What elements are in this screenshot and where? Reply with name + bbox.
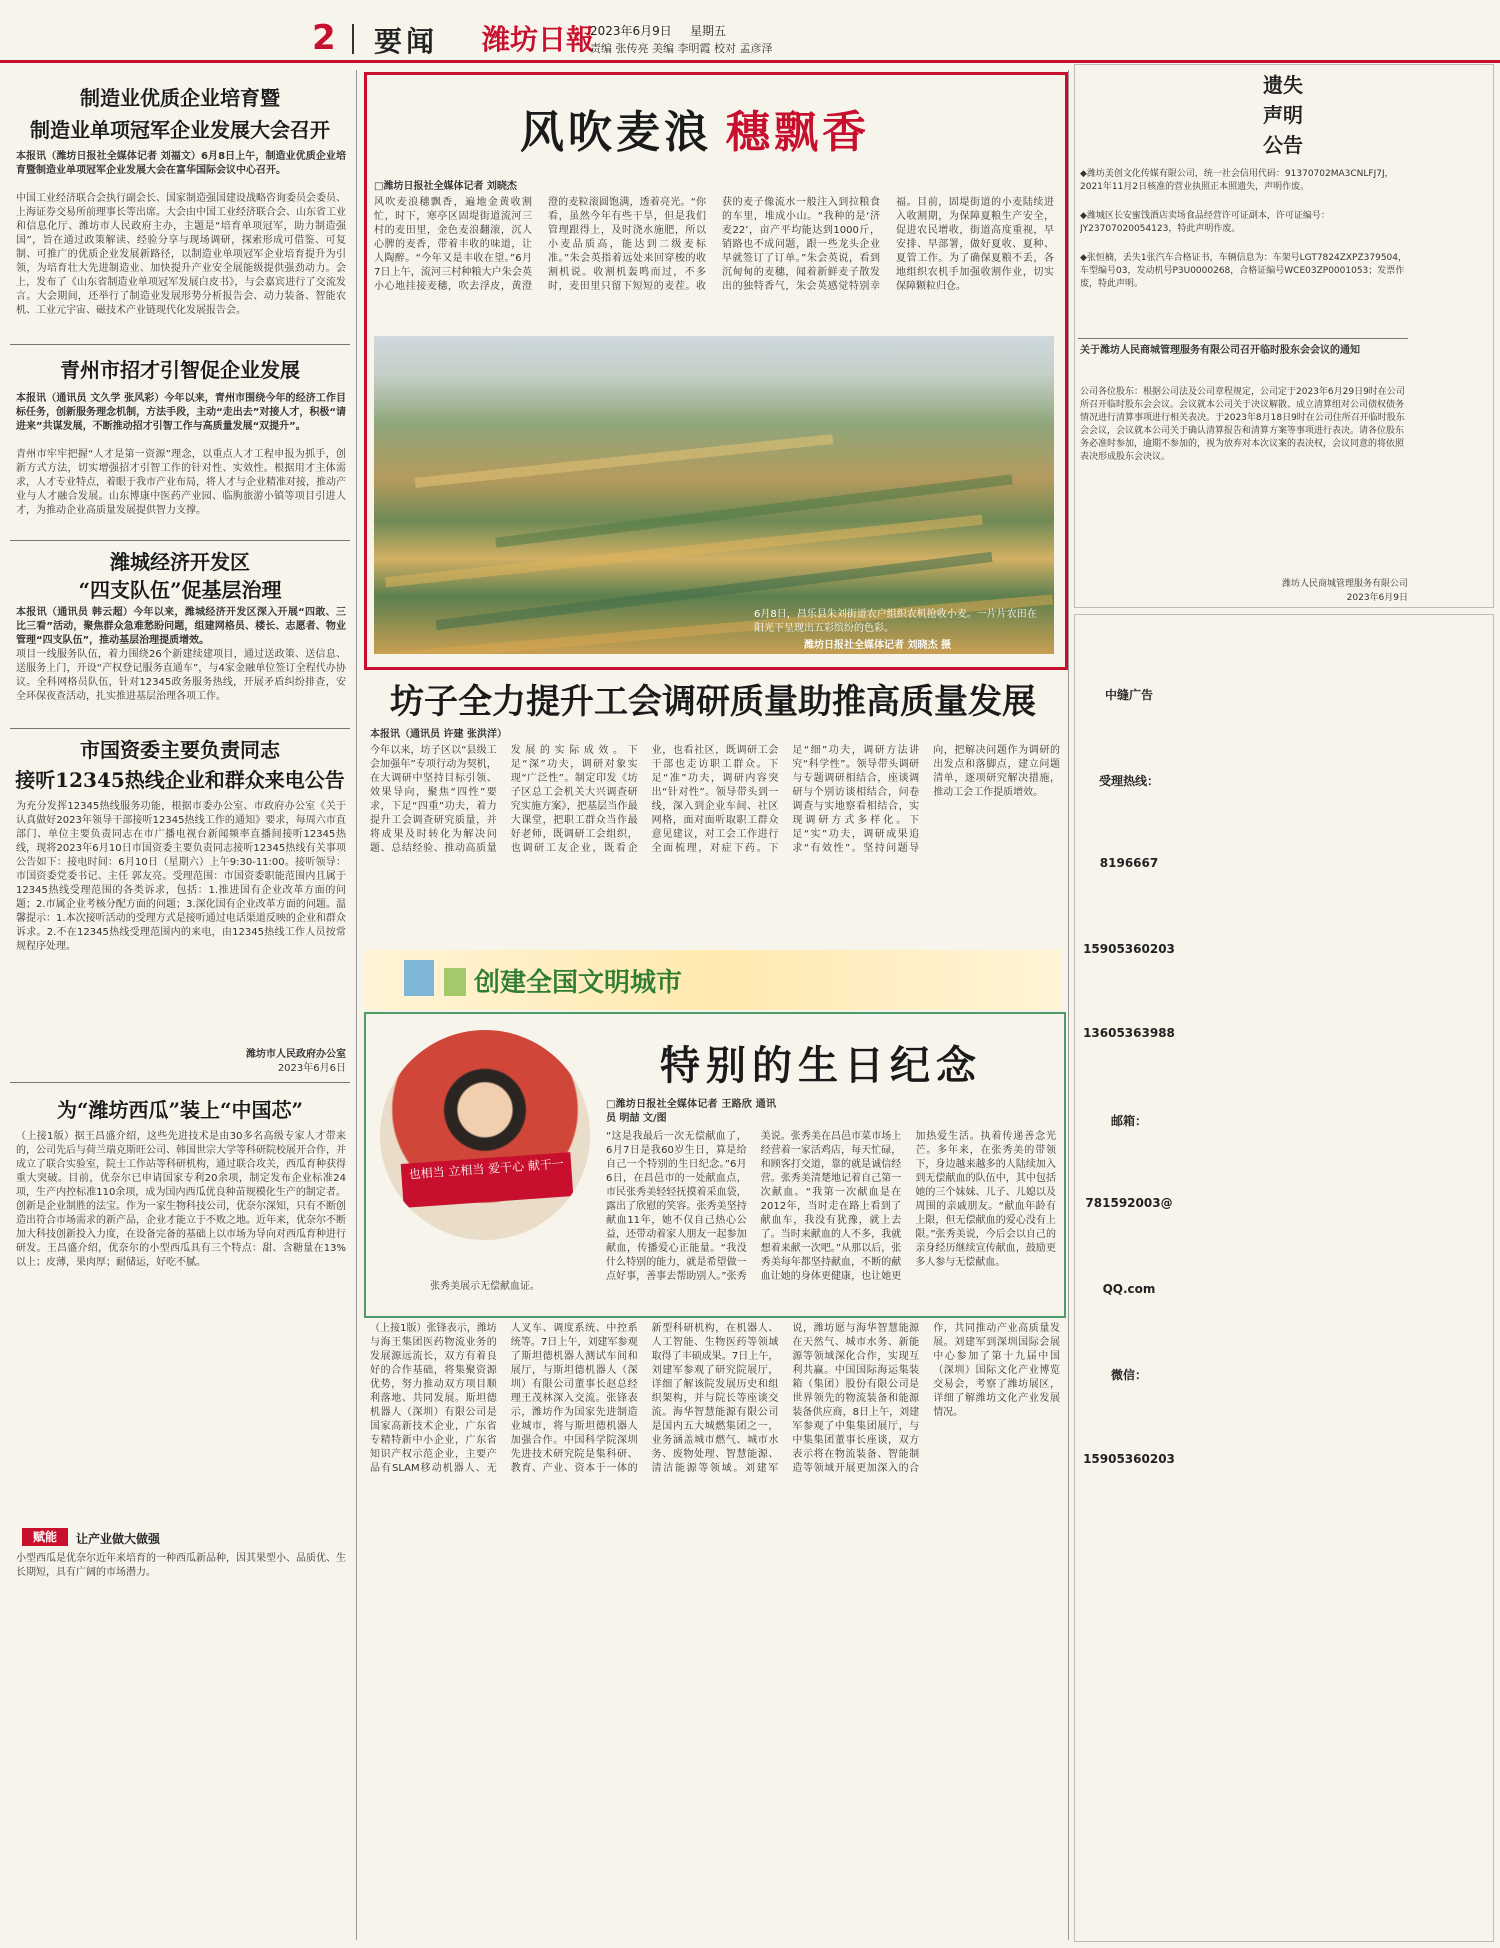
divider (10, 344, 350, 345)
meeting-notice-date: 2023年6月9日 (1346, 593, 1408, 603)
article-4-body: 为充分发挥12345热线服务功能，根据市委办公室、市政府办公室《关于认真做好2023年领导干部接听12345热线工作的通知》要求，每周六市直部门、单位主要负责同志在市广播电视台新闻频率直播间接听12345热线，现将2023年6月10日市国资委主要负责同志接听12345热线有关事项公告如下：接电时间：6月10日（星期六）上午9:30-11:00。接听领导：市国资委党委书记、主任 郭友亮。受理范围：市国资委职能范围内且属于12345热线受理范围的各类诉求，包括：1.推进国有企业改革方面的问题；2.市属企业考核分配方面的问题；3.深化国有企业改革方面的问题。温馨提示：1.本次接听活动的受理方式是接听通过电话渠道反映的企业和群众诉求。2.不在12345热线受理范围内的来电，由12345热线工作人员按常规程序处理。 (16, 801, 346, 952)
article-3-lead: 本报讯（通讯员 韩云超）今年以来，潍城经济开发区深入开展“四敢、三比三看”活动，聚焦群众急难愁盼问题，组建网格员、楼长、志愿者、物业管理“四支队伍”，推动基层治理提质增效。 (16, 607, 346, 646)
header-separator (352, 24, 354, 54)
wheat-field-photo (374, 336, 1054, 654)
wechat-id: 15905360203 (1083, 1452, 1175, 1466)
divider (10, 540, 350, 541)
photo-credit: 潍坊日报社全媒体记者 刘晓杰 摄 (804, 640, 951, 651)
continued-article-body: （上接1版）张锋表示，潍坊与海王集团医药物流业务的发展源远流长，双方有着良好的合作基础，将集聚资源优势，努力推动双方项目顺利落地、共同发展。斯坦德机器人（深圳）有限公司是国家高新技术企业，广东省专精特新中小企业，广东省知识产权示范企业，主要产品有SLAM移动机器人、无人叉车、调度系统、中控系统等。7日上午，刘建军参观了斯坦德机器人测试车间和展厅，与斯坦德机器人（深圳）有限公司董事长赵总经理王茂林深入交流。张锋表示，潍坊作为国家先进制造业城市，将与斯坦德机器人加强合作。中国科学院深圳先进技术研究院是集科研、教育、产业、资本于一体的新型科研机构，在机器人、人工智能、生物医药等领域取得了丰硕成果。7日上午，刘建军参观了研究院展厅，详细了解该院发展历史和组织架构，并与院长等座谈交流。海华智慧能源有限公司是国内五大城燃集团之一，业务涵盖城市燃气、城市水务、废物处理、智慧能源、清洁能源等领域。刘建军说，潍坊愿与海华智慧能源在天然气、城市水务、新能源等领域深化合作，实现互利共赢。中国国际海运集装箱（集团）股份有限公司是世界领先的物流装备和能源装备供应商，8日上午，刘建军参观了中集集团展厅，与中集集团董事长座谈，双方表示将在物流装备、智能制造等领域开展更加深入的合作，共同推动产业高质量发展。刘建军到深圳国际会展中心参加了第十九届中国（深圳）国际文化产业博览交易会，考察了潍坊展区，详细了解潍坊文化产业发展情况。 (370, 1323, 1060, 1474)
page-number: 2 (312, 18, 336, 58)
union-article-byline: 本报讯（通讯员 许建 张洪洋） (370, 729, 507, 740)
issue-date: 2023年6月9日 (590, 24, 672, 38)
hotline-label: 受理热线： (1098, 774, 1159, 788)
feature2-byline: □潍坊日报社全媒体记者 王路欣 通讯员 明喆 文/图 (606, 1099, 776, 1124)
section-name: 要闻 (374, 25, 439, 58)
union-article-body: 今年以来，坊子区以“县级工会加强年”专项行动为契机，在大调研中坚持目标引领、效果导向，聚焦“四性”要求，下足“四重”功夫，着力提升工会调查研究质量，并将成果及时转化为解决问题、总结经验、推动高质量发展的实际成效。下足“深”功夫，调研对象实现“广泛性”。制定印发《坊子区总工会机关大兴调查研究实施方案》，把基层当作最大课堂，把职工群众当作最好老师，既调研工会组织，也调研工友企业，既看企业，也看社区，既调研工会干部也走访职工群众。下足“准”功夫，调研内容突出“针对性”。领导带头到一线，深入到企业车间、社区网格，面对面听取职工群众意见建议，对工会工作进行全面梳理，对症下药。下足“细”功夫，调研方法讲究“科学性”。领导带头调研与专题调研相结合，座谈调研与个别访谈相结合，问卷调查与实地察看相结合，实现调研方式多样化。下足“实”功夫，调研成果追求“有效性”。坚持问题导向，把解决问题作为调研的出发点和落脚点，建立问题清单，逐项研究解决措施，推动工会工作提质增效。 (370, 745, 1060, 854)
article-2-body: 青州市牢牢把握“人才是第一资源”理念，以重点人才工程申报为抓手，创新方式方法，切实增强招才引智工作的针对性、实效性。根据用才主体需求，人才专业特点，着眼于我市产业布局，将人才与企业精准对接，推动产业与人才融合发展。山东博康中医药产业园、临朐旅游小镇等项目引进人才，为推动企业高质量发展提供智力支撑。 (16, 449, 346, 516)
article-5-title: 为“潍坊西瓜”装上“中国芯” (56, 1098, 303, 1122)
notice-item: ◆潍坊美创文化传媒有限公司，统一社会信用代码：91370702MA3CNLFJ7J，2021年11月2日核准的营业执照正本照遗失，声明作废。 (1080, 169, 1394, 192)
feature-title (520, 96, 870, 160)
email-domain: QQ.com (1102, 1282, 1156, 1296)
article-5-tail: 小型西瓜是优奈尔近年来培育的一种西瓜新品种，因其果型小、品质优、生长期短，具有广阔的市场潜力。 (16, 1553, 346, 1578)
article-3-body: 项目一线服务队伍，着力围绕26个新建续建项目，通过送政策、送信息、送服务上门，开设“产权登记服务直通车”，与4家金融单位签订全程代办协议。全科网格员队伍，针对12345政务服务热线，开展矛盾纠纷排查，安全环保夜查活动，扎实推进基层治理各项工作。 (16, 649, 346, 702)
building-icon (404, 960, 434, 996)
email-label: 邮箱： (1110, 1114, 1147, 1128)
hotline-number: 13605363988 (1083, 1026, 1175, 1040)
column-divider (356, 70, 357, 1940)
article-1-lead: 本报讯（潍坊日报社全媒体记者 刘福文）6月8日上午，制造业优质企业培育暨制造业单项冠军企业发展大会在富华国际会议中心召开。 (16, 151, 346, 176)
union-article-title: 坊子全力提升工会调研质量助推高质量发展 (390, 682, 1036, 722)
notice-item: ◆张恒楠，丢失1张汽车合格证书，车辆信息为：车架号LGT7824ZXPZ379504，车型编号03，发动机号P3U0000268，合格证编号WCE03ZP0001053；发票作废，特此声明。 (1080, 253, 1407, 289)
donor-photo-caption: 张秀美展示无偿献血证。 (430, 1281, 540, 1292)
article-5-body: （上接1版）据王昌盛介绍，这些先进技术是由30多名高级专家人才带来的，公司先后与荷兰瑞克斯旺公司、韩国世宗大学等科研院校展开合作，并成立了联合实验室，院士工作站等科研机构，通过联合攻关，西瓜育种获得重大突破。目前，优奈尔已申请国家专利20余项，制定发布企业标准24项，生产内控标准110余项，成为国内西瓜优良种苗规模化生产的制定者。创新是企业制胜的法宝。作为一家生物科技公司，优奈尔深知，只有不断创造出符合市场需求的新产品，企业才能立于不败之地。近年来，优奈尔不断加大科技创新投入力度，在设备完备的基础上以市场为导向对西瓜育种进行研发。王昌盛介绍，优奈尔的小型西瓜具有三个特点：甜、含糖量在13%以上；皮薄，果肉厚；耐储运，好吃不腻。 (16, 1131, 346, 1268)
article-1-title-line1: 制造业优质企业培育暨 (80, 86, 280, 110)
photo-caption: 6月8日，昌乐县朱刘街道农户组织农机抢收小麦。一片片农田在阳光下呈现出五彩缤纷的色彩。 (754, 609, 1037, 634)
article-1-title-line2: 制造业单项冠军企业发展大会召开 (30, 118, 330, 142)
ad-panel (1074, 614, 1494, 1942)
notice-date: 2023年6月6日 (277, 1063, 346, 1074)
feature2-body: “这是我最后一次无偿献血了，6月7日是我60岁生日，算是给自己一个特别的生日纪念。”6月6日，在昌邑市的一处献血点，市民张秀美轻轻抚摸着采血袋，露出了欣慰的笑容。张秀美坚持献血11年，她不仅自己热心公益，还带动着家人朋友一起参加献血，传播爱心正能量。“我没什么特别的能力，就是希望做一点好事，善事去帮助别人。”张秀美说。张秀美在昌邑市菜市场上经营着一家活鸡店，每天忙碌，和顾客打交道，靠的就是诚信经营。张秀美清楚地记着自己第一次献血。“我第一次献血是在2012年，当时走在路上看到了献血车，我没有犹豫，就上去了。当时来献血的人不多，我就想着来献一次吧。”从那以后，张秀美每年都坚持献血，不断的献血让她的身体更健康，也让她更加热爱生活。执着传递善念光芒。多年来，在张秀美的带领下，身边越来越多的人陆续加入到无偿献血的队伍中，其中包括她的三个妹妹、儿子、儿媳以及周围的亲戚朋友。“献血年龄有上限，但无偿献血的爱心没有上限。”张秀美说，今后会以自己的亲身经历继续宣传献血，鼓励更多人参与无偿献血。 (606, 1131, 1056, 1282)
feature-title-accent: 穗飘香 (726, 107, 870, 158)
divider (10, 1082, 350, 1083)
email-user: 781592003@ (1085, 1196, 1173, 1210)
notice-item: ◆潍城区长安蜜饯酒店卖场食品经营许可证副本，许可证编号：JY23707020054123，特此声明作废。 (1080, 211, 1330, 234)
section-tag-text: 让产业做大做强 (76, 1532, 161, 1546)
meeting-notice-body: 公司各位股东：根据公司法及公司章程规定，公司定于2023年6月29日9时在公司所召开临时股东会会议。会议就本公司关于决议解散、成立清算组对公司债权债务情况进行清算事项进行相关表决。于2023年8月18日9时在公司住所召开临时股东会会议，会议就本公司关于确认清算报告和清算方案等事项进行表决。请各位股东务必准时参加，逾期不参加的，视为放弃对本次议案的表决权，会议同意的将依照表决形成股东会决议。 (1080, 387, 1405, 462)
meeting-notice-signoff: 潍坊人民商城管理服务有限公司 (1281, 579, 1408, 589)
article-3-title-line1: 潍城经济开发区 (110, 550, 250, 574)
ad-panel-title: 中缝广告 (1104, 688, 1153, 702)
banner-text: 创建全国文明城市 (474, 968, 683, 998)
article-2-lead: 本报讯（通讯员 文久学 张风彩）今年以来，青州市围绕今年的经济工作目标任务，创新服务理念机制，方法手段，主动“走出去”对接人才，积极“请进来”共谋发展，不断推动招才引智工作与高质量发展“双提升”。 (16, 393, 346, 432)
wechat-label: 微信： (1110, 1368, 1147, 1382)
issue-weekday: 星期五 (690, 24, 727, 38)
feature-title-plain: 风吹麦浪 (520, 107, 712, 158)
sidebar-divider (1068, 70, 1069, 1940)
article-3-title-line2: “四支队伍”促基层治理 (78, 578, 282, 602)
section-tag: 赋能 (22, 1528, 68, 1546)
tree-icon (444, 968, 466, 996)
notice-signoff: 潍坊市人民政府办公室 (246, 1049, 346, 1060)
article-1-body: 中国工业经济联合会执行副会长、国家制造强国建设战略咨询委员会委员、上海证券交易所前理事长等出席。大会由中国工业经济联合会、山东省工业和信息化厅、潍坊市人民政府主办，主题是“培育单项冠军，助力制造强国”，旨在通过政策解读、经验分享与现场调研，探索形成可借鉴、可复制、可推广的优质企业发展新路径，以制造业单项冠军企业培育提升为引领，为培育壮大先进制造业、加快提升产业安全展能级提供强劲动力。会上，发布了《山东省制造业单项冠军发展白皮书》，与会嘉宾进行了交流发言。大会期间，还举行了制造业发展形势分析报告会、动力装备、智能农机、工业元宇宙、磁技术产业链现代化发展报告会。 (16, 193, 346, 316)
feature-byline: □潍坊日报社全媒体记者 刘晓杰 (374, 181, 517, 192)
notice-panel-title: 遗失 声明 公告 (1263, 73, 1303, 157)
feature2-title: 特别的生日纪念 (660, 1042, 982, 1089)
photo-sign-board: 也相当 立相当 爱干心 献干一 (401, 1152, 574, 1208)
hotline-number: 15905360203 (1083, 942, 1175, 956)
hotline-number: 8196667 (1099, 856, 1159, 870)
civilization-banner (364, 950, 1062, 1010)
article-4-title-line2: 接听12345热线企业和群众来电公告 (15, 768, 345, 792)
article-4-title-line1: 市国资委主要负责同志 (80, 738, 280, 762)
divider (1078, 338, 1408, 339)
feature-body: 风吹麦浪穗飘香，遍地金黄收割忙，时下，寒亭区固堤街道流河三村的麦田里，金色麦浪翻滚，沉人心脾的麦香，带着丰收的味道，让人陶醉。“今年又是丰收在望。”6月7日上午，流河三村种粮大户朱会英小心地挂接麦穗，吹去浮皮，黄澄澄的麦粒滚圆饱满，透着亮光。“你看，虽然今年有些干旱，但是我们管理跟得上，及时浇水施肥，所以小麦品质高，能达到二级麦标准。”朱会英指着远处来回穿梭的收割机说。收割机轰鸣而过，不多时，麦田里只留下短短的麦茬。收获的麦子像流水一般注入到拉粮食的车里，堆成小山。“我种的是‘济麦22’，亩产平均能达到1000斤，销路也不成问题，跟一些龙头企业早就签订了订单。”朱会英说，看到沉甸甸的麦穗，闻着新鲜麦子散发出的独特香气，朱会英感觉特别幸福。目前，固堤街道的小麦陆续进入收割期，为保障夏粮生产安全，促进农民增收，街道高度重视，早安排、早部署，做好夏收、夏种、夏管工作。为了确保夏粮不丢，各地组织农机手加强收割作业，切实保障颗粒归仓。 (374, 197, 1054, 292)
blood-donor-photo (380, 1030, 590, 1240)
newspaper-logo: 潍坊日報 (482, 23, 595, 56)
article-2-title: 青州市招才引智促企业发展 (60, 358, 300, 382)
editor-credits: 责编 张传亮 美编 李明霞 校对 孟彦泽 (590, 42, 773, 55)
meeting-notice-title: 关于潍坊人民商城管理服务有限公司召开临时股东会会议的通知 (1080, 345, 1360, 356)
divider (10, 728, 350, 729)
header-rule (0, 60, 1500, 63)
